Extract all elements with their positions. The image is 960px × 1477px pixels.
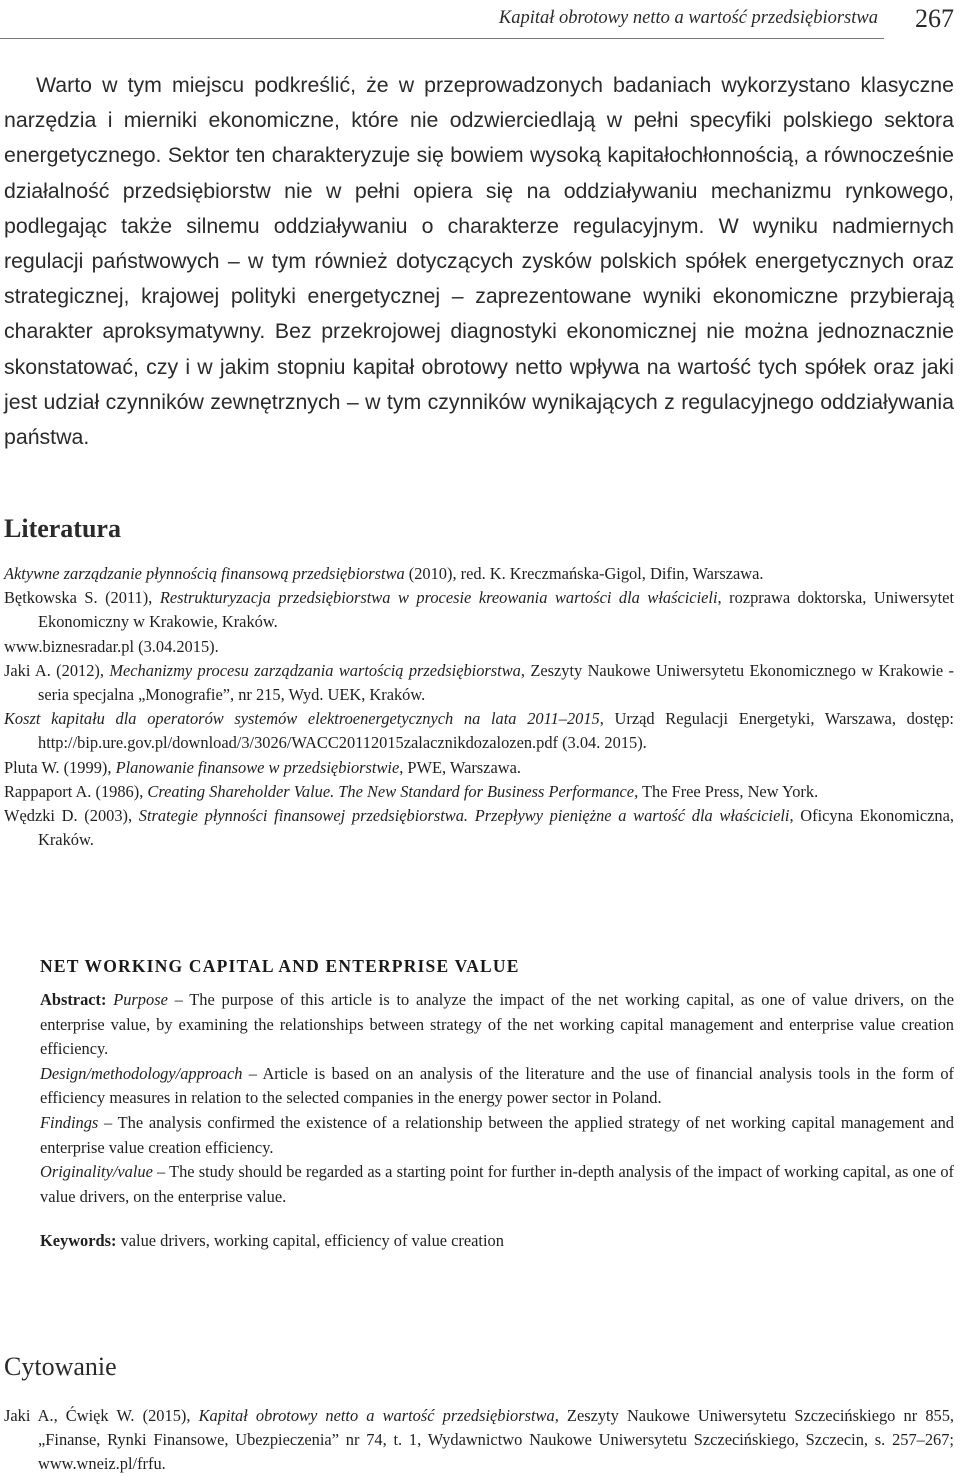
reference-item: Bętkowska S. (2011), Restrukturyzacja przedsiębiorstwa w procesie kreowania wartości dla właścicieli, rozprawa doktorska, Uniwersytet Ekonomiczny w Krakowie, Kraków.	[4, 588, 955, 632]
reference-item: Pluta W. (1999), Planowanie finansowe w przedsiębiorstwie, PWE, Warszawa.	[4, 757, 521, 777]
abstract-design: Design/methodology/approach – Article is based on an analysis of the literature and the use of financial analysis tools in the form of efficiency measures in relation to the selected companies in the energy power sector in Poland.	[40, 1063, 954, 1108]
running-head-title: Kapitał obrotowy netto a wartość przedsiębiorstwa	[498, 8, 878, 28]
reference-item: Jaki A. (2012), Mechanizmy procesu zarządzania wartością przedsiębiorstwa, Zeszyty Naukowe Uniwersytetu Ekonomicznego w Krakowie - seria specjalna „Monografie”, nr 215, Wyd. UEK, Kraków.	[4, 660, 954, 705]
abstract-originality: Originality/value – The study should be regarded as a starting point for further in-depth analysis of the impact of working capital, as one of value drivers, on the enterprise value.	[40, 1162, 954, 1206]
abstract-keywords: Keywords: value drivers, working capital, efficiency of value creation	[40, 1231, 504, 1251]
citation-block	[4, 1404, 954, 1477]
reference-list	[4, 562, 954, 852]
body-paragraph: Warto w tym miejscu podkreślić, że w przeprowadzonych badaniach wykorzystano klasyczne narzędzia i mierniki ekonomiczne, które nie odzwierciedlają w pełni specyfiki polskiego sektora energetycznego. Sektor ten charakteryzuje się bowiem wysoką kapitałochłonnością, a równocześnie działalność przedsiębiorstw nie w pełni opiera się na oddziaływaniu mechanizmu rynkowego, podlegając także silnemu oddziaływaniu o charakterze regulacyjnym. W wyniku nadmiernych regulacji państwowych – w tym również dotyczących zysków polskich spółek energetycznych oraz strategicznej, krajowej polityki energetycznej – zaprezentowane wyniki ekonomiczne przybierają charakter aproksymatywny. Bez przekrojowej diagnostyki ekonomicznej nie można jednoznacznie skonstatować, czy i w jakim stopniu kapitał obrotowy netto wpływa na wartość tych spółek oraz jaki jest udział czynników zewnętrznych – w tym czynników wynikających z regulacyjnego oddziaływania państwa.	[4, 73, 954, 450]
header-rule	[0, 38, 884, 39]
abstract-purpose: Abstract: Purpose – The purpose of this article is to analyze the impact of the net working capital, as one of value drivers, on the enterprise value, by examining the relationships between strategy of the net working capital management and enterprise value creation efficiency.	[40, 990, 954, 1059]
citation-text: Jaki A., Ćwięk W. (2015), Kapitał obrotowy netto a wartość przedsiębiorstwa, Zeszyty Naukowe Uniwersytetu Szczecińskiego nr 855, „Finanse, Rynki Finansowe, Ubezpieczenia” nr 74, t. 1, Wydawnictwo Naukowe Uniwersytetu Szczecińskiego, Szczecin, s. 257–267; www.wneiz.pl/frfu.	[4, 1406, 955, 1474]
page-number: 267	[915, 4, 954, 33]
running-head	[0, 4, 954, 33]
literature-heading: Literatura	[4, 514, 121, 543]
abstract-findings: Findings – The analysis confirmed the existence of a relationship between the applied strategy of net working capital management and enterprise value creation efficiency.	[40, 1112, 954, 1157]
citation-heading: Cytowanie	[4, 1352, 117, 1381]
reference-item: Wędzki D. (2003), Strategie płynności finansowej przedsiębiorstwa. Przepływy pieniężne a wartość dla właścicieli, Oficyna Ekonomiczna, Kraków.	[4, 806, 954, 850]
reference-item: www.biznesradar.pl (3.04.2015).	[4, 636, 219, 656]
reference-item: Aktywne zarządzanie płynnością finansową przedsiębiorstwa (2010), red. K. Kreczmańska-Gigol, Difin, Warszawa.	[4, 564, 764, 583]
abstract-title: NET WORKING CAPITAL AND ENTERPRISE VALUE	[40, 956, 520, 976]
reference-item: Rappaport A. (1986), Creating Shareholder Value. The New Standard for Business Performance, The Free Press, New York.	[4, 781, 819, 801]
reference-item: Koszt kapitału dla operatorów systemów elektroenergetycznych na lata 2011–2015, Urząd Regulacji Energetyki, Warszawa, dostęp: http://bip.ure.gov.pl/download/3/3026/WACC20112015zalacznikdozalozen.pdf (3.04. 2015).	[4, 709, 954, 753]
abstract-block	[40, 988, 954, 1254]
